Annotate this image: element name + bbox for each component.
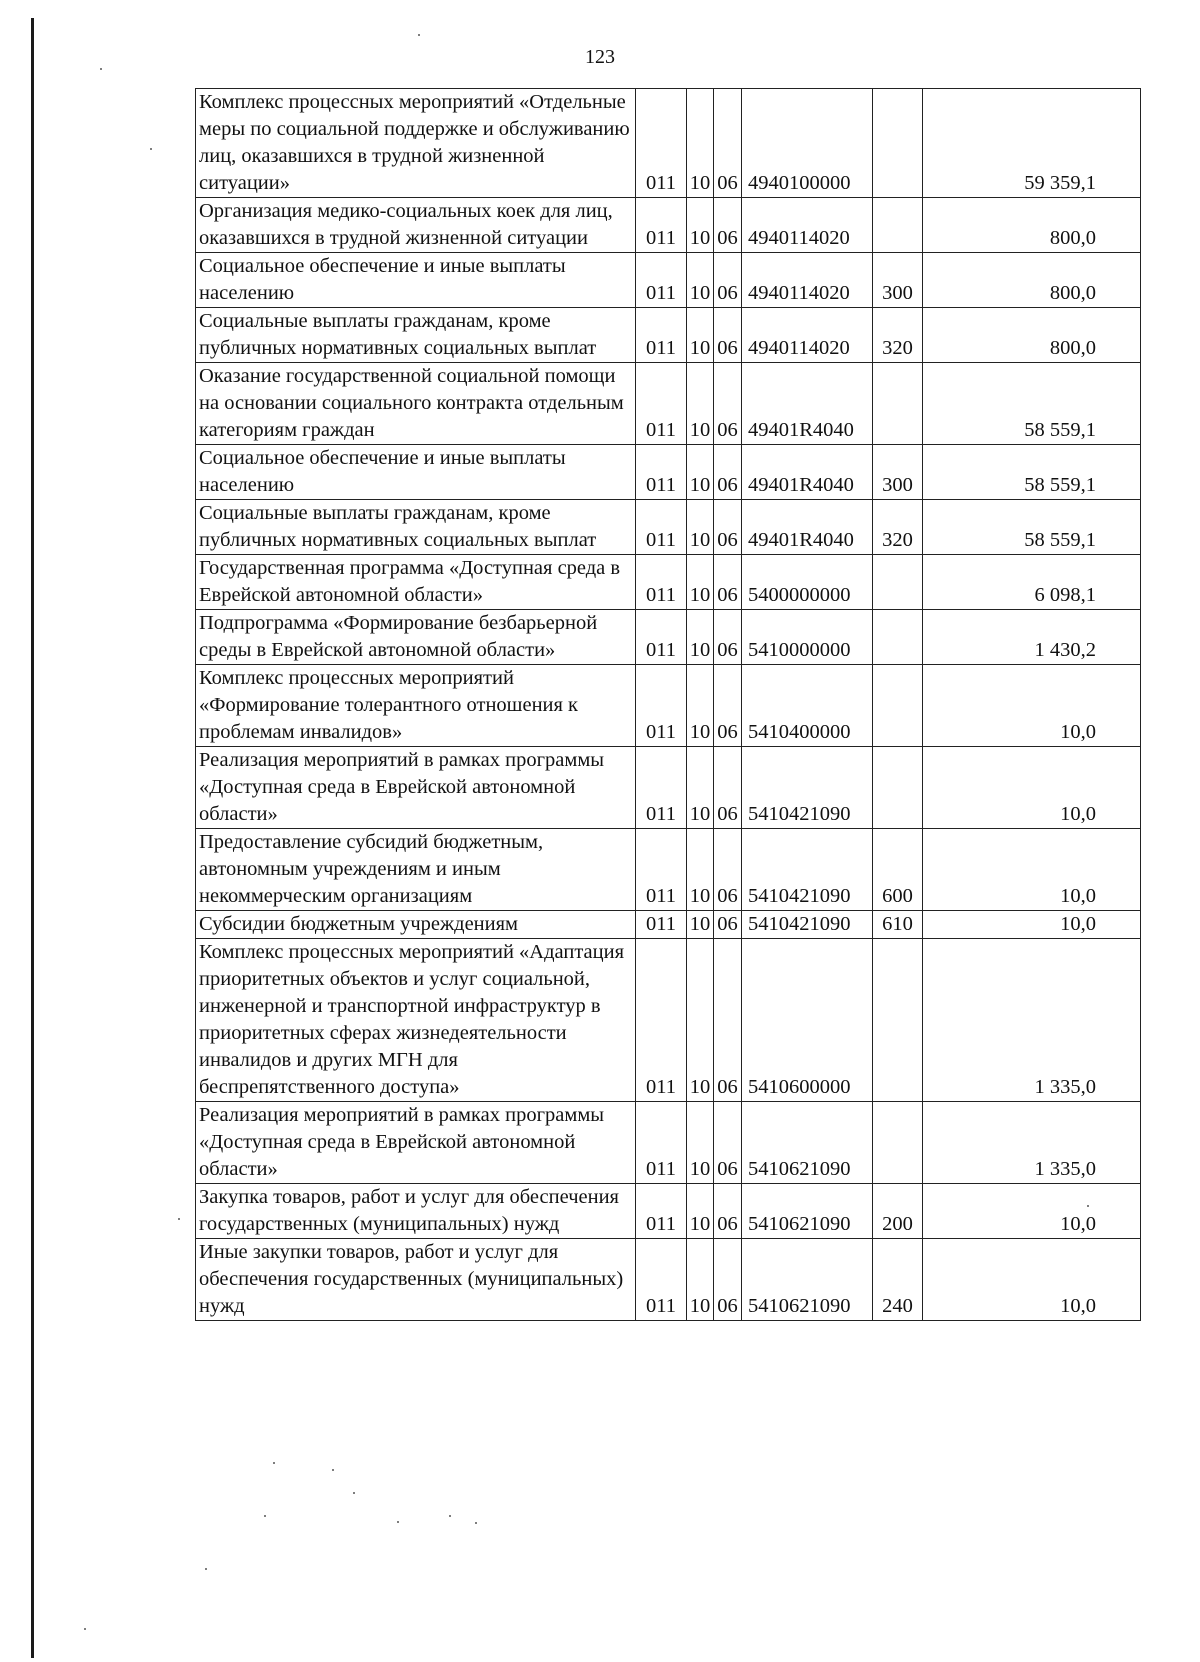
target-code-cell: 5410421090 [742, 911, 873, 939]
expense-type-cell: 600 [873, 829, 923, 911]
expense-type-cell [873, 555, 923, 610]
section-code-cell: 10 [687, 198, 714, 253]
ministry-code-cell: 011 [636, 445, 687, 500]
ministry-code-cell: 011 [636, 829, 687, 911]
expense-type-cell: 200 [873, 1184, 923, 1239]
target-code-cell: 5410421090 [742, 747, 873, 829]
table-row [196, 939, 1141, 1102]
amount-cell: 10,0 [923, 665, 1141, 747]
subsection-code-cell: 06 [714, 555, 742, 610]
scan-speck [100, 68, 102, 70]
table-row [196, 308, 1141, 363]
table-row [196, 610, 1141, 665]
expense-type-cell: 320 [873, 308, 923, 363]
scan-binding-edge [31, 18, 34, 1658]
section-code-cell: 10 [687, 308, 714, 363]
expense-type-cell: 300 [873, 445, 923, 500]
ministry-code-cell: 011 [636, 1184, 687, 1239]
scan-speck [1087, 1205, 1089, 1207]
scan-speck [273, 1462, 275, 1464]
expense-type-cell: 610 [873, 911, 923, 939]
subsection-code-cell: 06 [714, 939, 742, 1102]
expense-type-cell: 300 [873, 253, 923, 308]
expense-type-cell [873, 89, 923, 198]
item-name-cell: Подпрограмма «Формирование безбарьерной среды в Еврейской автономной области» [196, 610, 636, 665]
ministry-code-cell: 011 [636, 89, 687, 198]
target-code-cell: 4940114020 [742, 308, 873, 363]
subsection-code-cell: 06 [714, 89, 742, 198]
ministry-code-cell: 011 [636, 500, 687, 555]
section-code-cell: 10 [687, 445, 714, 500]
amount-cell: 800,0 [923, 308, 1141, 363]
scan-speck [475, 1522, 477, 1524]
scan-speck [332, 1469, 334, 1471]
ministry-code-cell: 011 [636, 1239, 687, 1321]
section-code-cell: 10 [687, 939, 714, 1102]
item-name-cell: Реализация мероприятий в рамках программы «Доступная среда в Еврейской автономной области» [196, 747, 636, 829]
target-code-cell: 49401R4040 [742, 363, 873, 445]
item-name-cell: Оказание государственной социальной помощи на основании социального контракта отдельным категориям граждан [196, 363, 636, 445]
subsection-code-cell: 06 [714, 829, 742, 911]
table-row [196, 1184, 1141, 1239]
table-row [196, 363, 1141, 445]
table-row [196, 911, 1141, 939]
amount-cell: 1 335,0 [923, 1102, 1141, 1184]
expense-type-cell [873, 665, 923, 747]
table-row [196, 253, 1141, 308]
amount-cell: 10,0 [923, 911, 1141, 939]
scan-speck [178, 1218, 180, 1220]
page-number: 123 [585, 46, 615, 68]
item-name-cell: Иные закупки товаров, работ и услуг для обеспечения государственных (муниципальных) нужд [196, 1239, 636, 1321]
amount-cell: 10,0 [923, 1184, 1141, 1239]
amount-cell: 10,0 [923, 1239, 1141, 1321]
amount-cell: 1 430,2 [923, 610, 1141, 665]
table-row [196, 665, 1141, 747]
subsection-code-cell: 06 [714, 363, 742, 445]
item-name-cell: Социальные выплаты гражданам, кроме публичных нормативных социальных выплат [196, 308, 636, 363]
ministry-code-cell: 011 [636, 911, 687, 939]
section-code-cell: 10 [687, 911, 714, 939]
scan-speck [449, 1515, 451, 1517]
expense-type-cell [873, 363, 923, 445]
target-code-cell: 5410621090 [742, 1239, 873, 1321]
amount-cell: 58 559,1 [923, 363, 1141, 445]
subsection-code-cell: 06 [714, 308, 742, 363]
amount-cell: 6 098,1 [923, 555, 1141, 610]
amount-cell: 58 559,1 [923, 445, 1141, 500]
ministry-code-cell: 011 [636, 253, 687, 308]
scan-speck [84, 1628, 86, 1630]
table-row [196, 198, 1141, 253]
amount-cell: 1 335,0 [923, 939, 1141, 1102]
target-code-cell: 5410421090 [742, 829, 873, 911]
item-name-cell: Социальное обеспечение и иные выплаты населению [196, 253, 636, 308]
ministry-code-cell: 011 [636, 198, 687, 253]
section-code-cell: 10 [687, 253, 714, 308]
amount-cell: 59 359,1 [923, 89, 1141, 198]
item-name-cell: Предоставление субсидий бюджетным, автономным учреждениям и иным некоммерческим организациям [196, 829, 636, 911]
target-code-cell: 5410621090 [742, 1184, 873, 1239]
section-code-cell: 10 [687, 555, 714, 610]
target-code-cell: 49401R4040 [742, 500, 873, 555]
target-code-cell: 5410400000 [742, 665, 873, 747]
table-row [196, 829, 1141, 911]
expense-type-cell [873, 198, 923, 253]
subsection-code-cell: 06 [714, 198, 742, 253]
ministry-code-cell: 011 [636, 308, 687, 363]
subsection-code-cell: 06 [714, 500, 742, 555]
scan-speck [264, 1515, 266, 1517]
subsection-code-cell: 06 [714, 445, 742, 500]
subsection-code-cell: 06 [714, 1102, 742, 1184]
target-code-cell: 4940100000 [742, 89, 873, 198]
ministry-code-cell: 011 [636, 665, 687, 747]
budget-table [195, 88, 1141, 1321]
subsection-code-cell: 06 [714, 1184, 742, 1239]
target-code-cell: 49401R4040 [742, 445, 873, 500]
item-name-cell: Социальное обеспечение и иные выплаты населению [196, 445, 636, 500]
target-code-cell: 5410000000 [742, 610, 873, 665]
section-code-cell: 10 [687, 1102, 714, 1184]
table-row [196, 500, 1141, 555]
subsection-code-cell: 06 [714, 1239, 742, 1321]
section-code-cell: 10 [687, 829, 714, 911]
expense-type-cell [873, 1102, 923, 1184]
item-name-cell: Социальные выплаты гражданам, кроме публичных нормативных социальных выплат [196, 500, 636, 555]
table-row [196, 555, 1141, 610]
item-name-cell: Комплекс процессных мероприятий «Адаптация приоритетных объектов и услуг социальной, инженерной и транспортной инфраструктур в приоритетных сферах жизнедеятельности инвалидов и других МГН для беспрепятственного доступа» [196, 939, 636, 1102]
subsection-code-cell: 06 [714, 610, 742, 665]
table-row [196, 89, 1141, 198]
item-name-cell: Реализация мероприятий в рамках программы «Доступная среда в Еврейской автономной области» [196, 1102, 636, 1184]
section-code-cell: 10 [687, 89, 714, 198]
scan-speck [353, 1492, 355, 1494]
item-name-cell: Закупка товаров, работ и услуг для обеспечения государственных (муниципальных) нужд [196, 1184, 636, 1239]
subsection-code-cell: 06 [714, 747, 742, 829]
section-code-cell: 10 [687, 747, 714, 829]
expense-type-cell [873, 747, 923, 829]
ministry-code-cell: 011 [636, 1102, 687, 1184]
section-code-cell: 10 [687, 610, 714, 665]
section-code-cell: 10 [687, 363, 714, 445]
amount-cell: 800,0 [923, 198, 1141, 253]
target-code-cell: 5410600000 [742, 939, 873, 1102]
item-name-cell: Государственная программа «Доступная среда в Еврейской автономной области» [196, 555, 636, 610]
target-code-cell: 4940114020 [742, 198, 873, 253]
scan-speck [418, 34, 420, 36]
expense-type-cell: 320 [873, 500, 923, 555]
subsection-code-cell: 06 [714, 665, 742, 747]
table-row [196, 747, 1141, 829]
target-code-cell: 5400000000 [742, 555, 873, 610]
amount-cell: 10,0 [923, 747, 1141, 829]
expense-type-cell [873, 939, 923, 1102]
table-row [196, 1102, 1141, 1184]
amount-cell: 10,0 [923, 829, 1141, 911]
ministry-code-cell: 011 [636, 747, 687, 829]
item-name-cell: Субсидии бюджетным учреждениям [196, 911, 636, 939]
subsection-code-cell: 06 [714, 253, 742, 308]
amount-cell: 800,0 [923, 253, 1141, 308]
expense-type-cell [873, 610, 923, 665]
target-code-cell: 4940114020 [742, 253, 873, 308]
section-code-cell: 10 [687, 665, 714, 747]
scan-speck [205, 1568, 207, 1570]
section-code-cell: 10 [687, 500, 714, 555]
subsection-code-cell: 06 [714, 911, 742, 939]
table-row [196, 445, 1141, 500]
ministry-code-cell: 011 [636, 610, 687, 665]
section-code-cell: 10 [687, 1239, 714, 1321]
scan-speck [150, 148, 152, 150]
expense-type-cell: 240 [873, 1239, 923, 1321]
ministry-code-cell: 011 [636, 363, 687, 445]
amount-cell: 58 559,1 [923, 500, 1141, 555]
target-code-cell: 5410621090 [742, 1102, 873, 1184]
table-row [196, 1239, 1141, 1321]
section-code-cell: 10 [687, 1184, 714, 1239]
item-name-cell: Комплекс процессных мероприятий «Формирование толерантного отношения к проблемам инвалидов» [196, 665, 636, 747]
item-name-cell: Организация медико-социальных коек для лиц, оказавшихся в трудной жизненной ситуации [196, 198, 636, 253]
scan-speck [397, 1521, 399, 1523]
table-body [196, 89, 1141, 1321]
ministry-code-cell: 011 [636, 939, 687, 1102]
ministry-code-cell: 011 [636, 555, 687, 610]
item-name-cell: Комплекс процессных мероприятий «Отдельные меры по социальной поддержке и обслуживанию лиц, оказавшихся в трудной жизненной ситуации» [196, 89, 636, 198]
